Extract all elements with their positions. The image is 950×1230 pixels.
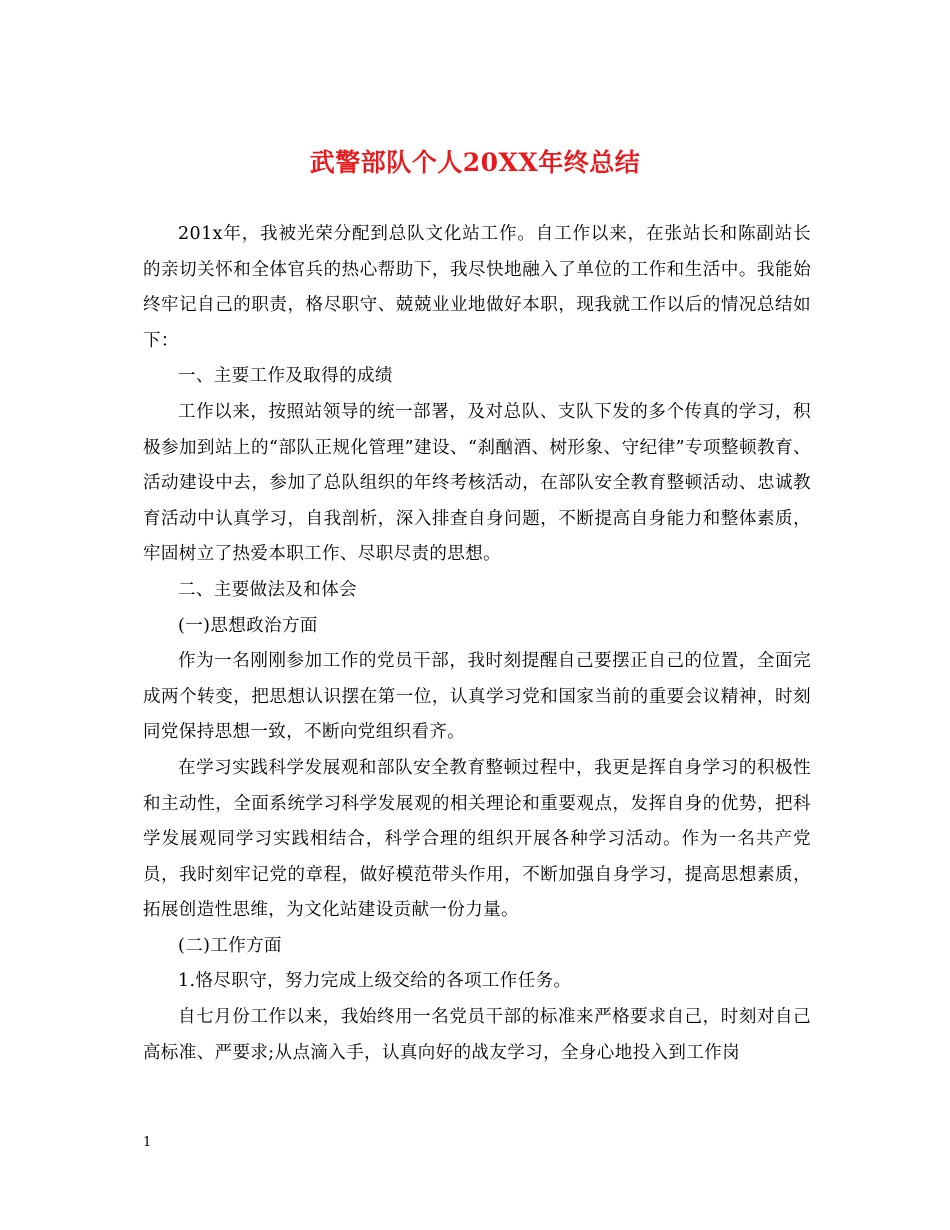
page-number: 1 xyxy=(143,1135,152,1150)
document-body xyxy=(143,217,811,1071)
section-heading-2: 二、主要做法及和体会 xyxy=(178,579,357,600)
paragraph-intro: 201x年，我被光荣分配到总队文化站工作。自工作以来，在张站长和陈副站长的亲切关怀和全体官兵的热心帮助下，我尽快地融入了单位的工作和生活中。我能始终牢记自己的职责，格尽职守、兢兢业业地做好本职，现我就工作以后的情况总结如下： xyxy=(143,224,811,351)
section-heading-1: 一、主要工作及取得的成绩 xyxy=(178,366,393,387)
list-item-duty: 1.恪尽职守，努力完成上级交给的各项工作任务。 xyxy=(178,971,572,992)
subsection-heading-work: (二)工作方面 xyxy=(178,935,282,956)
paragraph-political-2: 在学习实践科学发展观和部队安全教育整顿过程中，我更是挥自身学习的积极性和主动性，全面系统学习科学发展观的相关理论和重要观点，发挥自身的优势，把科学发展观同学习实践相结合，科学合理的组织开展各种学习活动。作为一名共产党员，我时刻牢记党的章程，做好模范带头作用，不断加强自身学习，提高思想素质，拓展创造性思维，为文化站建设贡献一份力量。 xyxy=(143,757,811,921)
subsection-heading-political: (一)思想政治方面 xyxy=(178,615,318,636)
document-title: 武警部队个人20XX年终总结 xyxy=(309,148,641,177)
paragraph-work-1: 自七月份工作以来，我始终用一名党员干部的标准来严格要求自己，时刻对自己高标准、严要求;从点滴入手，认真向好的战友学习，全身心地投入到工作岗 xyxy=(143,1007,811,1063)
paragraph-achievements: 工作以来，按照站领导的统一部署，及对总队、支队下发的多个传真的学习，积极参加到站上的“部队正规化管理”建设、“刹酗酒、树形象、守纪律”专项整顿教育、活动建设中去，参加了总队组织的年终考核活动，在部队安全教育整顿活动、忠诚教育活动中认真学习，自我剖析，深入排查自身问题，不断提高自身能力和整体素质，牢固树立了热爱本职工作、尽职尽责的思想。 xyxy=(143,401,811,565)
paragraph-political-1: 作为一名刚刚参加工作的党员干部，我时刻提醒自己要摆正自己的位置，全面完成两个转变，把思想认识摆在第一位，认真学习党和国家当前的重要会议精神，时刻同党保持思想一致，不断向党组织看齐。 xyxy=(143,651,811,743)
